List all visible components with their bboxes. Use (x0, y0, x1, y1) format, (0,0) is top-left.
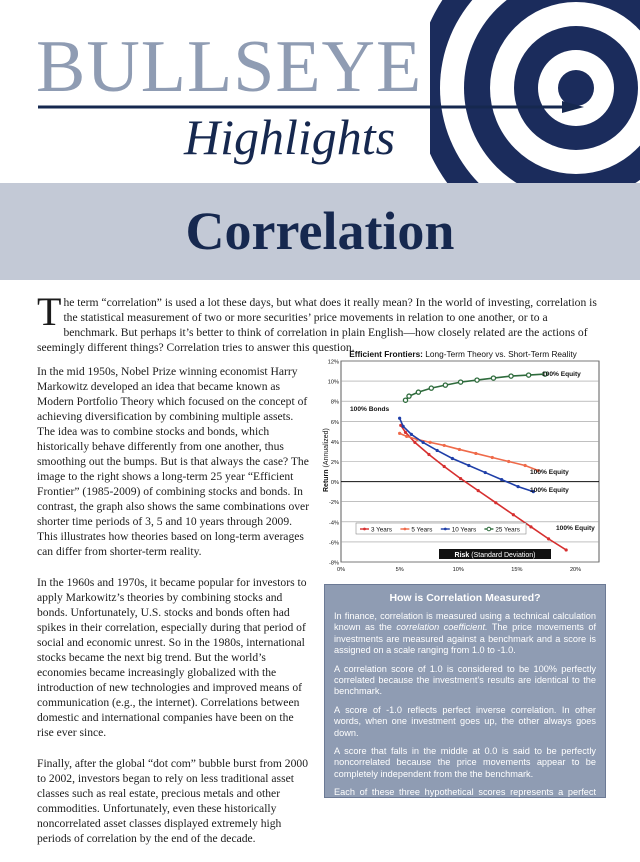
data-point (547, 537, 550, 540)
x-tick-label: 10% (452, 567, 464, 573)
x-tick-label: 20% (569, 567, 582, 573)
sidebar-paragraph-3: A score of -1.0 reflects perfect inverse correlation. In other words, when one investment goes up, the other always goes down. (334, 704, 596, 738)
chart-title: Efficient Frontiers: Long-Term Theory vs. Short-Term Reality (349, 349, 577, 359)
annotation-25yr-equity: 100% Equity (542, 371, 581, 378)
annotation-bonds: 100% Bonds (350, 406, 390, 413)
x-tick-labels (337, 567, 581, 573)
data-point (509, 374, 513, 378)
data-point (443, 444, 446, 447)
data-point (475, 378, 479, 382)
y-tick-label: 8% (330, 399, 339, 406)
chart-legend (356, 523, 526, 534)
x-tick-label: 5% (395, 567, 404, 573)
annotation-3yr-equity: 100% Equity (556, 525, 595, 532)
x-axis-label: Risk (Standard Deviation) (454, 552, 536, 559)
y-tick-label: 10% (327, 379, 339, 386)
body-column (37, 364, 312, 862)
data-point (527, 373, 531, 377)
data-point (427, 453, 430, 456)
data-point (458, 448, 461, 451)
efficient-frontier-chart (318, 344, 608, 576)
drop-cap: T (37, 289, 62, 334)
annotation-5yr-equity: 100% Equity (530, 469, 569, 476)
y-tick-label: -4% (329, 520, 339, 527)
y-axis-label: Return (Annualized) (323, 428, 330, 492)
legend-label: 3 Years (371, 526, 393, 534)
data-point (529, 525, 532, 528)
sidebar-paragraph-1: In finance, correlation is measured using a technical calculation known as the correlation coefficient. The price movements of investments are measured against a benchmark and a score is assigned on a scale ranging from 1.0 to -1.0. (334, 611, 596, 656)
body-paragraph-2: In the 1960s and 1970s, it became popular for investors to apply Markowitz’s theories by combining stocks and bonds. Unfortunately, U.S. stocks and bonds often had spikes in their correlation, especially during that period of social and economic unrest. So in the 1980s, international stocks became the next big trend. But the world’s economies became increasingly globalized with the introduction of new technologies and improved means of communication (e.g., the internet). Correlations between domestic and international companies have been on the rise ever since. (37, 576, 307, 739)
y-tick-label: 6% (330, 419, 339, 426)
data-point (398, 417, 401, 420)
brand-wordmark: BULLSEYE (36, 26, 423, 108)
data-point (421, 441, 424, 444)
sidebar-paragraph-2: A correlation score of 1.0 is considered to be 100% perfectly correlated because the investment’s results are identical to the benchmark. (334, 663, 596, 697)
data-point (451, 457, 454, 460)
data-point (507, 460, 510, 463)
data-point (429, 386, 433, 390)
y-tick-label: 2% (330, 460, 339, 466)
highlights-subtitle: Highlights (184, 109, 396, 165)
data-point (459, 380, 463, 384)
bullseye-target-graphic (430, 0, 640, 183)
legend-label: 5 Years (411, 526, 433, 534)
sidebar-title: How is Correlation Measured? (389, 592, 541, 604)
body-paragraph-1: In the mid 1950s, Nobel Prize winning economist Harry Markowitz developed an idea that became known as Modern Portfolio Theory which focused on the concept of achieving diversification by combining multiple assets. The idea was to combine stocks and bonds, which historically behave differently from one another, thus smoothing out the bumps. But is that always the case? The image to the right shows a long-term 25 year “Efficient Frontier” (1985-2009) of combining stocks and bonds. In contrast, the graph also shows the same combinations over shorter time periods of 3, 5 and 10 years through 2009. This illustrates how theories based on long-term averages can differ from shorter-term reality. (37, 365, 310, 558)
data-point (410, 433, 413, 436)
data-point (477, 489, 480, 492)
data-point (474, 452, 477, 455)
y-tick-label: 12% (327, 359, 339, 366)
data-point (565, 548, 568, 551)
data-point (494, 501, 497, 504)
page-title: Correlation (185, 201, 455, 261)
data-point (398, 432, 401, 435)
body-paragraph-3: Finally, after the global “dot com” bubble burst from 2000 to 2002, investors began to rely on less traditional asset classes such as real estate, precious metals and other commodities. Unfortunately, even these historically noncorrelated asset classes displayed extremely high periods of correlation by the end of the decade. (37, 757, 308, 845)
data-point (405, 435, 408, 438)
data-point (491, 376, 495, 380)
data-point (459, 477, 462, 480)
sidebar-paragraph-4: A score that falls in the middle at 0.0 is said to be perfectly noncorrelated because the price movements appear to be completely independent from the the benchmark. (334, 746, 596, 779)
data-point (512, 513, 515, 516)
data-point (524, 464, 527, 467)
data-point (429, 441, 432, 444)
sidebar-paragraph-5: Each of these three hypothetical scores represents a perfect scenario. In the real world, actual investments generally fall somewhere in between and often move around on the scale. (334, 787, 596, 821)
data-point (404, 431, 407, 434)
legend-label: 10 Years (451, 526, 477, 534)
intro-text: he term “correlation” is used a lot these days, but what does it really mean? In the world of investing, correlation is the statistical measurement of two or more securities’ price movements in relation to one another, or to a benchmark. But perhaps it’s better to think of correlation in plain English—how closely related are the actions of seemingly different things? Correlation tries to answer this question. (37, 296, 597, 354)
data-point (500, 478, 503, 481)
data-point (491, 456, 494, 459)
data-point (443, 465, 446, 468)
data-point (413, 441, 416, 444)
data-point (516, 485, 519, 488)
data-point (467, 464, 470, 467)
y-tick-label: -2% (329, 500, 339, 507)
annotation-10yr-equity: 100% Equity (530, 487, 569, 494)
correlation-sidebar (324, 584, 606, 821)
data-point (436, 449, 439, 452)
data-point (402, 425, 405, 428)
data-point (416, 390, 420, 394)
y-tick-label: -8% (329, 560, 339, 567)
data-point (443, 383, 447, 387)
data-point (407, 394, 411, 398)
data-point (403, 398, 407, 402)
y-tick-label: 4% (330, 439, 339, 446)
y-tick-label: -6% (329, 540, 339, 547)
x-tick-label: 0% (336, 567, 346, 573)
x-axis-label-box (439, 549, 551, 559)
data-point (484, 471, 487, 474)
legend-label: 25 Years (495, 526, 520, 534)
x-tick-label: 15% (511, 567, 523, 573)
y-tick-label: 0% (330, 480, 339, 487)
